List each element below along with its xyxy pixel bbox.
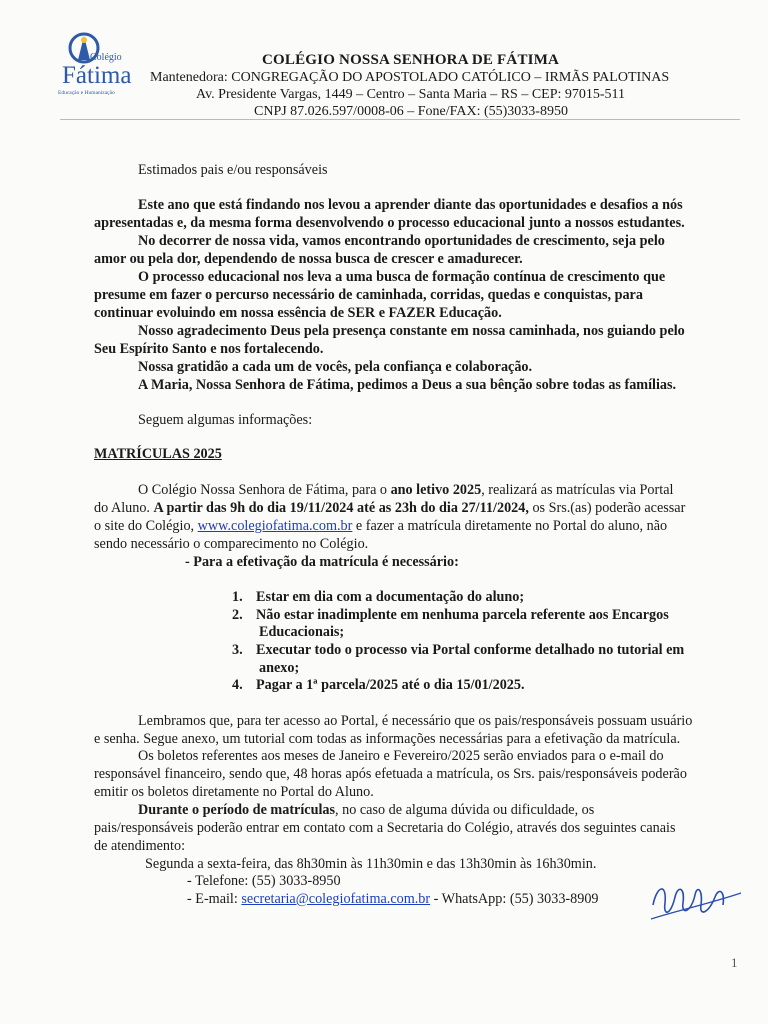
list-item	[232, 642, 684, 659]
intro-line: Este ano que está findando nos levou a aprender diante das oportunidades e desafios a nós	[138, 197, 683, 213]
intro-line: Nossa gratidão a cada um de vocês, pela confiança e colaboração.	[138, 359, 533, 375]
p2-line: Os boletos referentes aos meses de Janeiro e Fevereiro/2025 serão enviados para o e-mail do	[138, 748, 664, 764]
list-item	[232, 589, 524, 606]
list-number: 2.	[232, 607, 243, 623]
list-text: Não estar inadimplente em nenhuma parcela referente aos Encargos	[256, 607, 669, 623]
intro-line: Seu Espírito Santo e nos fortalecendo.	[94, 341, 324, 357]
text-run: O Colégio Nossa Senhora de Fátima, para o	[138, 482, 391, 498]
text-run-bold: ano letivo 2025	[390, 482, 482, 498]
text-run: os Srs.(as) poderão acessar	[528, 500, 686, 516]
logo-tagline: Educação e Humanização	[58, 90, 115, 96]
text-run-bold: A partir das 9h do dia 19/11/2024 até as 23h do dia 27/11/2024,	[153, 500, 529, 516]
intro-line: O processo educacional nos leva a uma busca de formação contínua de crescimento que	[138, 269, 666, 285]
list-text: Pagar a 1ª parcela/2025 até o dia 15/01/2025.	[256, 677, 525, 693]
list-text-cont: anexo;	[259, 660, 300, 676]
list-number: 3.	[232, 642, 243, 658]
text-run: e fazer a matrícula diretamente no Portal do aluno, não	[352, 518, 668, 534]
intro-line: continuar evoluindo em nossa essência de SER e FAZER Educação.	[94, 305, 502, 321]
list-number: 4.	[232, 677, 243, 693]
p3-line-3: de atendimento:	[94, 838, 186, 854]
text-run: - E-mail:	[187, 891, 242, 907]
info-lead: Seguem algumas informações:	[138, 412, 313, 428]
text-run: , no caso de alguma dúvida ou dificuldade, os	[335, 802, 595, 818]
p1-line-1	[138, 482, 673, 499]
text-run: , realizará as matrículas via Portal	[481, 482, 674, 498]
school-title: COLÉGIO NOSSA SENHORA DE FÁTIMA	[262, 52, 560, 68]
header-address: Av. Presidente Vargas, 1449 – Centro – Santa Maria – RS – CEP: 97015-511	[196, 87, 626, 102]
list-text: Estar em dia com a documentação do aluno;	[256, 589, 525, 605]
text-run: do Aluno.	[94, 500, 154, 516]
requirements-title: - Para a efetivação da matrícula é necessário:	[185, 554, 459, 570]
intro-line: Nosso agradecimento Deus pela presença constante em nossa caminhada, nos guiando pelo	[138, 323, 685, 339]
section-title: MATRÍCULAS 2025	[94, 446, 222, 462]
p2-line: e senha. Segue anexo, um tutorial com todas as informações necessárias para a efetivação da matrícula.	[94, 731, 681, 747]
p3-line-1	[138, 802, 594, 819]
contact-phone: - Telefone: (55) 3033-8950	[187, 873, 341, 889]
school-logo	[58, 30, 148, 100]
p1-line-3	[94, 518, 667, 535]
service-hours: Segunda a sexta-feira, das 8h30min às 11h30min e das 13h30min às 16h30min.	[145, 856, 597, 872]
text-run-bold: Durante o período de matrículas	[138, 802, 336, 818]
p2-line: Lembramos que, para ter acesso ao Portal, é necessário que os pais/responsáveis possuam usuário	[138, 713, 693, 729]
header-divider	[60, 119, 740, 120]
intro-line: No decorrer de nossa vida, vamos encontrando oportunidades de crescimento, seja pelo	[138, 233, 665, 249]
list-number: 1.	[232, 589, 243, 605]
logo-name: Fátima	[62, 62, 132, 89]
page-number: 1	[731, 955, 738, 970]
greeting: Estimados pais e/ou responsáveis	[138, 162, 328, 178]
header-cnpj: CNPJ 87.026.597/0008-06 – Fone/FAX: (55)3033-8950	[254, 104, 568, 119]
intro-line: amor ou pela dor, dependendo de nossa busca de crescer e amadurecer.	[94, 251, 523, 267]
p2-line: emitir os boletos diretamente no Portal do Aluno.	[94, 784, 374, 800]
intro-line: A Maria, Nossa Senhora de Fátima, pedimos a Deus a sua bênção sobre todas as famílias.	[138, 377, 677, 393]
list-text-cont: Educacionais;	[259, 624, 345, 640]
p2-line: responsável financeiro, sendo que, 48 horas após efetuada a matrícula, os Srs. pais/responsáveis poderão	[94, 766, 687, 782]
p1-line-2	[94, 500, 685, 517]
intro-line: presume em fazer o percurso necessário de caminhada, corridas, quedas e conquistas, para	[94, 287, 643, 303]
contact-email-line	[187, 891, 599, 908]
website-link[interactable]: www.colegiofatima.com.br	[197, 518, 353, 534]
list-text: Executar todo o processo via Portal conforme detalhado no tutorial em	[256, 642, 685, 658]
contact-whatsapp: - WhatsApp: (55) 3033-8909	[430, 891, 599, 907]
text-run: o site do Colégio,	[94, 518, 198, 534]
list-item	[232, 607, 669, 624]
logo-small-text: Colégio	[90, 52, 122, 63]
list-item	[232, 677, 525, 694]
p1-line-4: sendo necessário o comparecimento no Colégio.	[94, 536, 369, 552]
header-maintainer: Mantenedora: CONGREGAÇÃO DO APOSTOLADO CATÓLICO – IRMÃS PALOTINAS	[150, 70, 670, 85]
email-link[interactable]: secretaria@colegiofatima.com.br	[241, 891, 431, 907]
signature-icon	[645, 875, 745, 935]
p3-line-2: pais/responsáveis poderão entrar em contato com a Secretaria do Colégio, através dos seguintes canais	[94, 820, 676, 836]
intro-line: apresentadas e, da mesma forma desenvolvendo o processo educacional junto a nossos estudantes.	[94, 215, 685, 231]
